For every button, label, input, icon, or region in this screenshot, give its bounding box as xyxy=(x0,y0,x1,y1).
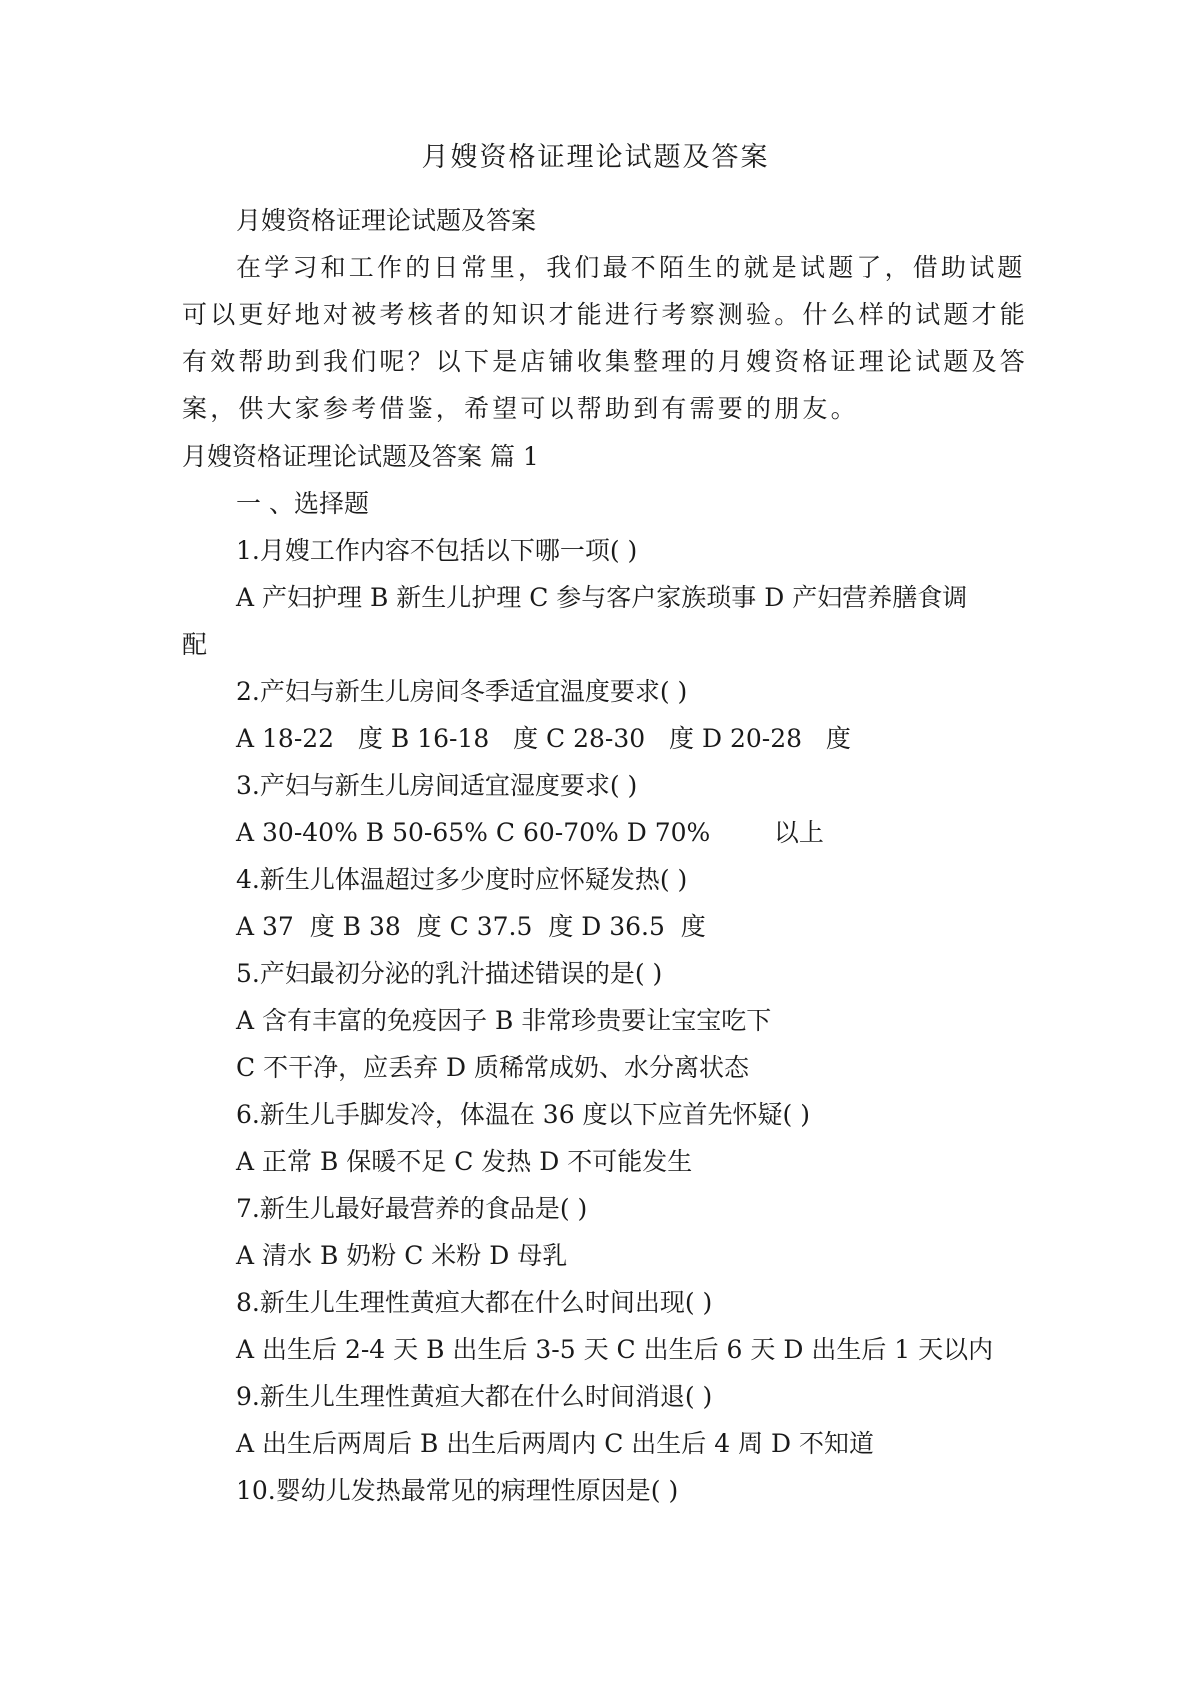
question-1: 1.月嫂工作内容不包括以下哪一项( ) xyxy=(236,536,638,565)
intro-line-3: 有效帮助到我们呢？以下是店铺收集整理的月嫂资格证理论试题及答 xyxy=(182,347,1029,376)
intro-line-4: 案，供大家参考借鉴，希望可以帮助到有需要的朋友。 xyxy=(182,394,859,423)
question-7-options: A 清水 B 奶粉 C 米粉 D 母乳 xyxy=(236,1241,568,1270)
question-6-options: A 正常 B 保暖不足 C 发热 D 不可能发生 xyxy=(236,1147,693,1176)
question-1-options: A 产妇护理 B 新生儿护理 C 参与客户家族琐事 D 产妇营养膳食调 xyxy=(236,583,968,612)
question-8-options: A 出生后 2-4 天 B 出生后 3-5 天 C 出生后 6 天 D 出生后 1 天以内 xyxy=(236,1335,994,1364)
question-3-options: A 30-40% B 50-65% C 60-70% D 70% 以上 xyxy=(236,818,824,847)
intro-line-1: 在学习和工作的日常里，我们最不陌生的就是试题了，借助试题 xyxy=(236,253,1026,282)
question-9-options: A 出生后两周后 B 出生后两周内 C 出生后 4 周 D 不知道 xyxy=(236,1429,875,1458)
question-4: 4.新生儿体温超过多少度时应怀疑发热( ) xyxy=(236,865,688,894)
question-10: 10.婴幼儿发热最常见的病理性原因是( ) xyxy=(236,1476,679,1505)
question-1-options-wrap: 配 xyxy=(182,630,208,659)
document-subtitle: 月嫂资格证理论试题及答案 xyxy=(236,206,537,235)
question-2-options: A 18-22 度 B 16-18 度 C 28-30 度 D 20-28 度 xyxy=(236,724,851,753)
document-title: 月嫂资格证理论试题及答案 xyxy=(421,142,770,173)
intro-line-2: 可以更好地对被考核者的知识才能进行考察测验。什么样的试题才能 xyxy=(182,300,1029,329)
question-8: 8.新生儿生理性黄疸大都在什么时间出现( ) xyxy=(236,1288,713,1317)
question-2: 2.产妇与新生儿房间冬季适宜温度要求( ) xyxy=(236,677,688,706)
question-7: 7.新生儿最好最营养的食品是( ) xyxy=(236,1194,588,1223)
question-5-options-1: A 含有丰富的免疫因子 B 非常珍贵要让宝宝吃下 xyxy=(236,1006,772,1035)
question-9: 9.新生儿生理性黄疸大都在什么时间消退( ) xyxy=(236,1382,713,1411)
question-5: 5.产妇最初分泌的乳汁描述错误的是( ) xyxy=(236,959,663,988)
question-3: 3.产妇与新生儿房间适宜湿度要求( ) xyxy=(236,771,638,800)
section-heading: 月嫂资格证理论试题及答案 篇 1 xyxy=(182,442,539,471)
part-heading: 一 、选择题 xyxy=(236,489,369,518)
question-4-options: A 37 度 B 38 度 C 37.5 度 D 36.5 度 xyxy=(236,912,706,941)
question-5-options-2: C 不干净，应丢弃 D 质稀常成奶、水分离状态 xyxy=(236,1053,750,1082)
question-6: 6.新生儿手脚发冷，体温在 36 度以下应首先怀疑( ) xyxy=(236,1100,811,1129)
